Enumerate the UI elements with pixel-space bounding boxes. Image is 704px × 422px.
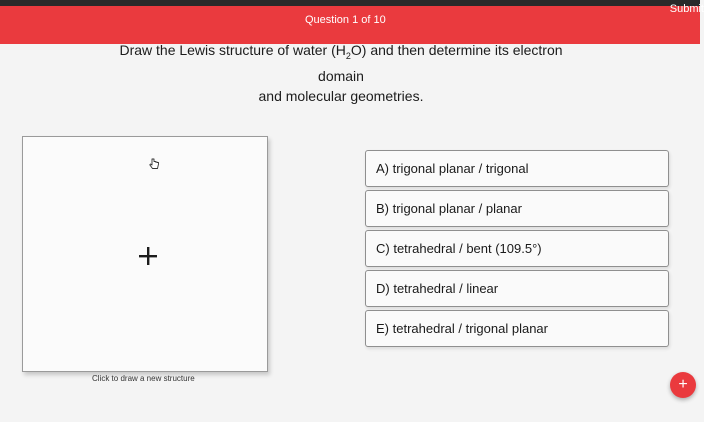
question-line2: and molecular geometries. bbox=[258, 87, 424, 104]
option-a-label: A) trigonal planar / trigonal bbox=[376, 161, 529, 176]
canvas-hint: Click to draw a new structure bbox=[92, 374, 195, 383]
option-e[interactable] bbox=[365, 310, 669, 347]
drawing-canvas[interactable] bbox=[22, 136, 268, 372]
submit-button[interactable]: Submit bbox=[669, 3, 704, 15]
add-structure-plus-icon[interactable] bbox=[137, 245, 159, 267]
subscript-2: 2 bbox=[345, 50, 351, 61]
answer-options bbox=[365, 150, 669, 350]
question-text bbox=[100, 40, 582, 106]
option-c[interactable] bbox=[365, 230, 669, 267]
option-a[interactable] bbox=[365, 150, 669, 187]
add-floating-button[interactable] bbox=[670, 372, 696, 398]
question-line1-a: Draw the Lewis structure of water (H bbox=[119, 42, 346, 58]
option-b-label: B) trigonal planar / planar bbox=[376, 201, 522, 216]
option-b[interactable] bbox=[365, 190, 669, 227]
hand-cursor-icon bbox=[147, 157, 161, 171]
question-counter: Question 1 of 10 bbox=[305, 14, 386, 26]
question-line1-b: O) and then determine its electron domain bbox=[318, 42, 563, 84]
option-e-label: E) tetrahedral / trigonal planar bbox=[376, 321, 548, 336]
top-edge-shadow bbox=[0, 0, 700, 6]
plus-icon: + bbox=[678, 376, 688, 393]
top-bar bbox=[0, 0, 704, 44]
option-c-label: C) tetrahedral / bent (109.5°) bbox=[376, 241, 542, 256]
option-d[interactable] bbox=[365, 270, 669, 307]
option-d-label: D) tetrahedral / linear bbox=[376, 281, 499, 296]
